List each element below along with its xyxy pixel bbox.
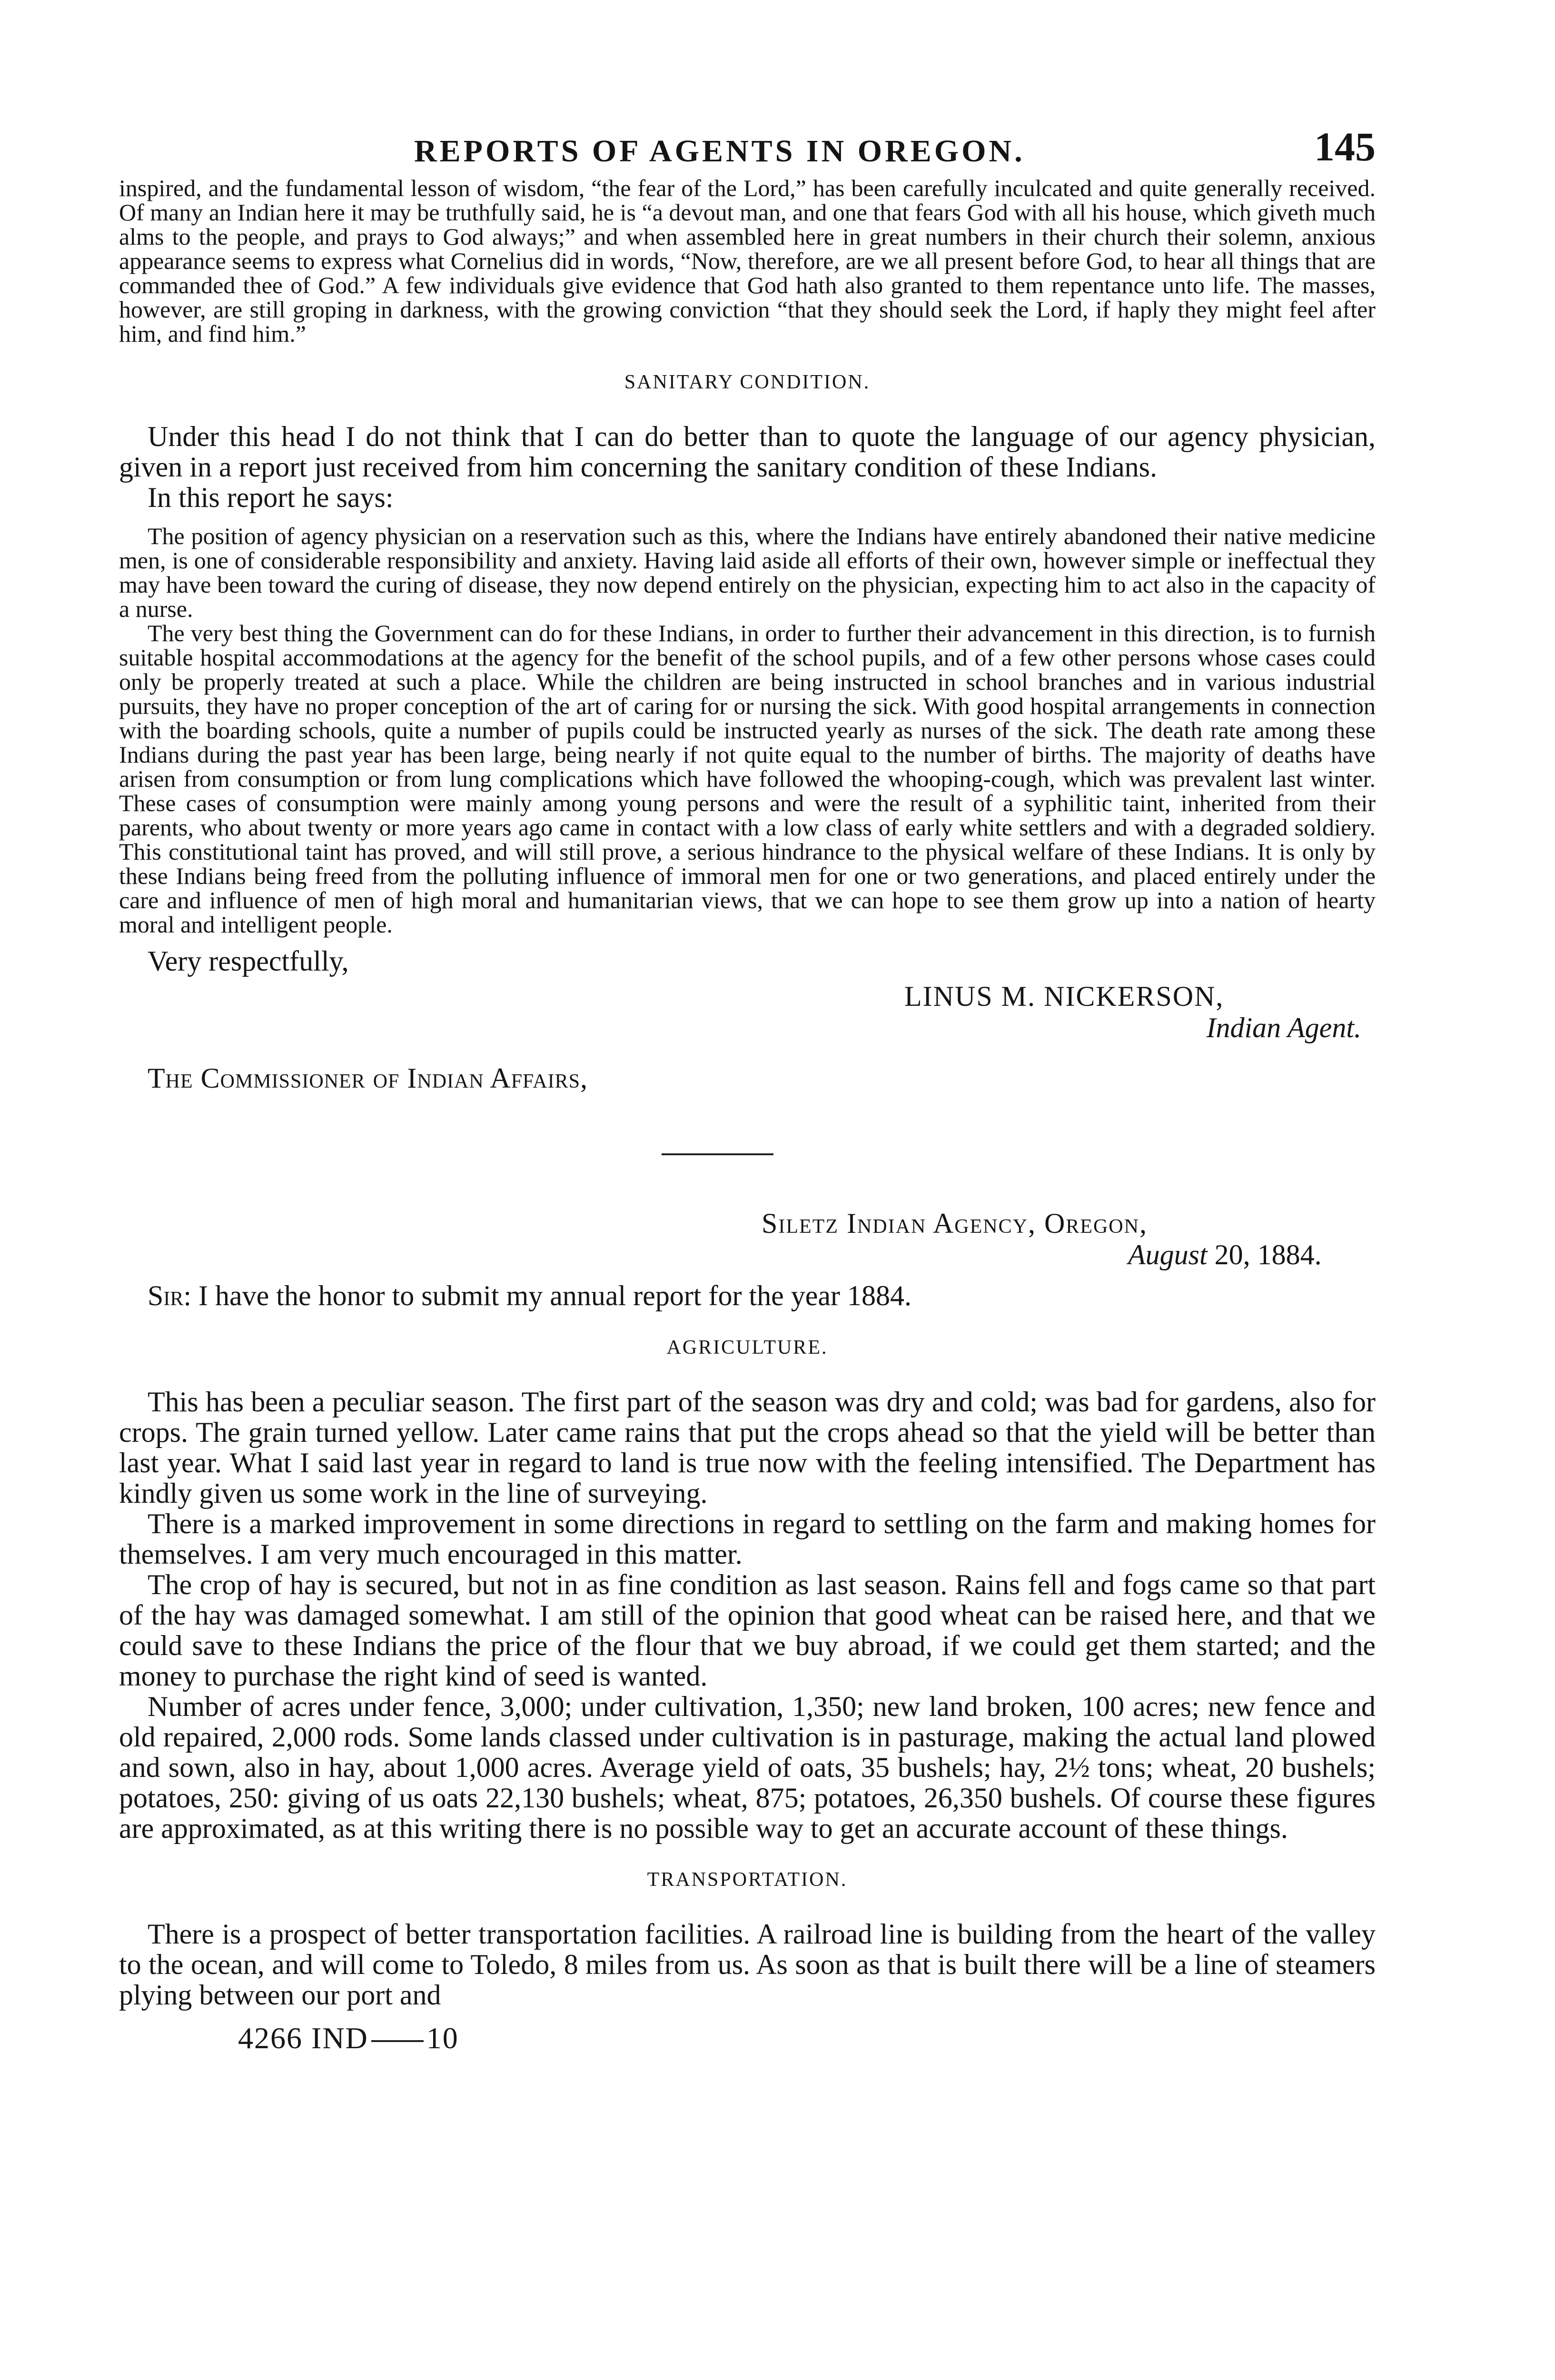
sanitary-heading: SANITARY CONDITION.: [624, 371, 871, 393]
transportation-paragraph: There is a prospect of better transportation facilities. A railroad line is building from the heart of the valley to the ocean, and will come to Toledo, 8 miles from us. As soon as that is built there will be a line of steamers plying between our port and: [119, 1918, 1376, 2011]
document-page: [119, 114, 1376, 2056]
date-month: August: [1128, 1239, 1208, 1270]
dateline: Siletz Indian Agency, Oregon,: [762, 1208, 1148, 1239]
transportation-heading: TRANSPORTATION.: [647, 1869, 848, 1891]
agent-title: Indian Agent.: [1206, 1012, 1361, 1043]
recipient-line: The Commissioner of Indian Affairs,: [148, 1062, 588, 1094]
signature-mark-left: 4266 IND: [238, 2021, 368, 2055]
physician-quote: [119, 524, 1376, 937]
salutation-prefix: Sir:: [148, 1280, 192, 1311]
agent-signature: LINUS M. NICKERSON,: [904, 981, 1224, 1012]
complimentary-close: Very respectfully,: [148, 945, 349, 977]
sanitary-section: [119, 421, 1376, 513]
running-title: REPORTS OF AGENTS IN OREGON.: [414, 134, 1025, 169]
quote-paragraph: The very best thing the Government can do for these Indians, in order to further their advancement in this direction, is to furnish suitable hospital accommodations at the agency for the benefit of the school pupils, and of a few other persons whose cases could only be properly treated at such a place. While the children are being instructed in school branches and in various industrial pursuits, they have no proper conception of the art of caring for or nursing the sick. With good hospital arrangements in connection with the boarding schools, quite a number of pupils could be instructed yearly as nurses of the sick. The death rate among these Indians during the past year has been large, being nearly if not quite equal to the number of births. The majority of deaths have arisen from consumption or from lung complications which have followed the whooping-cough, which was prevalent last winter. These cases of consumption were mainly among young persons and were the result of a syphilitic taint, inherited from their parents, who about twenty or more years ago came in contact with a low class of early white settlers and with a degraded soldiery. This constitutional taint has proved, and will still prove, a serious hindrance to the physical welfare of these Indians. It is only by these Indians being freed from the polluting influence of immoral men for one or two generations, and placed entirely under the care and influence of men of high moral and humanitarian views, that we can hope to see them grow up into a nation of hearty moral and intelligent people.: [119, 620, 1376, 938]
salutation-text: I have the honor to submit my annual report for the year 1884.: [198, 1280, 911, 1311]
page-number: 145: [1314, 124, 1376, 169]
transportation-section: [119, 1919, 1376, 2010]
agriculture-heading: AGRICULTURE.: [666, 1337, 828, 1359]
intro-paragraph: inspired, and the fundamental lesson of wisdom, “the fear of the Lord,” has been carefully inculcated and quite generally received. Of many an Indian here it may be truthfully said, he is “a devout man, and one that fears God with all his house, which giveth much alms to the people, and prays to God always;” and when assembled here in great numbers in their church their solemn, anxious appearance seems to express what Cornelius did in words, “Now, therefore, are we all present before God, to hear all things that are commanded thee of God.” A few individuals give evidence that God hath also granted to them repentance unto life. The masses, however, are still groping in darkness, with the growing conviction “that they should seek the Lord, if haply they might feel after him, and find him.”: [119, 175, 1376, 347]
agriculture-paragraph: The crop of hay is secured, but not in as fine condition as last season. Rains fell and fogs came so that part of the hay was damaged somewhat. I am still of the opinion that good wheat can be raised here, and that we could save to these Indians the price of the flour that we buy abroad, if we could get them started; and the money to purchase the right kind of seed is wanted.: [119, 1569, 1376, 1692]
intro-section: [119, 176, 1376, 346]
closing-block: [119, 945, 1376, 1094]
running-head: [119, 114, 1376, 176]
siletz-header: [119, 1208, 1376, 1270]
agriculture-section: [119, 1387, 1376, 1844]
signature-mark-right: 10: [426, 2021, 459, 2055]
signature-mark-dash: [371, 2040, 424, 2042]
agriculture-paragraph: There is a marked improvement in some directions in regard to settling on the farm and making homes for themselves. I am very much encouraged in this matter.: [119, 1508, 1376, 1570]
section-divider: [662, 1153, 773, 1155]
signature-mark: [238, 2021, 1376, 2056]
date-rest: 20, 1884.: [1214, 1239, 1322, 1270]
sanitary-paragraph: In this report he says:: [148, 482, 394, 513]
agriculture-paragraph: Number of acres under fence, 3,000; under cultivation, 1,350; new land broken, 100 acres; new fence and old repaired, 2,000 rods. Some lands classed under cultivation is in pasturage, making the actual land plowed and sown, also in hay, about 1,000 acres. Average yield of oats, 35 bushels; hay, 2½ tons; wheat, 20 bushels; potatoes, 250: giving of us oats 22,130 bushels; wheat, 875; potatoes, 26,350 bushels. Of course these figures are approximated, as at this writing there is no possible way to get an accurate account of these things.: [119, 1691, 1376, 1844]
report-date: [1128, 1239, 1376, 1270]
quote-paragraph: The position of agency physician on a reservation such as this, where the Indians have entirely abandoned their native medicine men, is one of considerable responsibility and anxiety. Having laid aside all efforts of their own, however simple or ineffectual they may have been toward the curing of disease, they now depend entirely on the physician, expecting him to act also in the capacity of a nurse.: [119, 523, 1376, 622]
sanitary-paragraph: Under this head I do not think that I can do better than to quote the language of our agency physician, given in a report just received from him concerning the sanitary condition of these Indians.: [119, 421, 1376, 483]
salutation: [148, 1280, 1376, 1311]
agriculture-paragraph: This has been a peculiar season. The first part of the season was dry and cold; was bad for gardens, also for crops. The grain turned yellow. Later came rains that put the crops ahead so that the yield will be better than last year. What I said last year in regard to land is true now with the feeling intensified. The Department has kindly given us some work in the line of surveying.: [119, 1386, 1376, 1509]
